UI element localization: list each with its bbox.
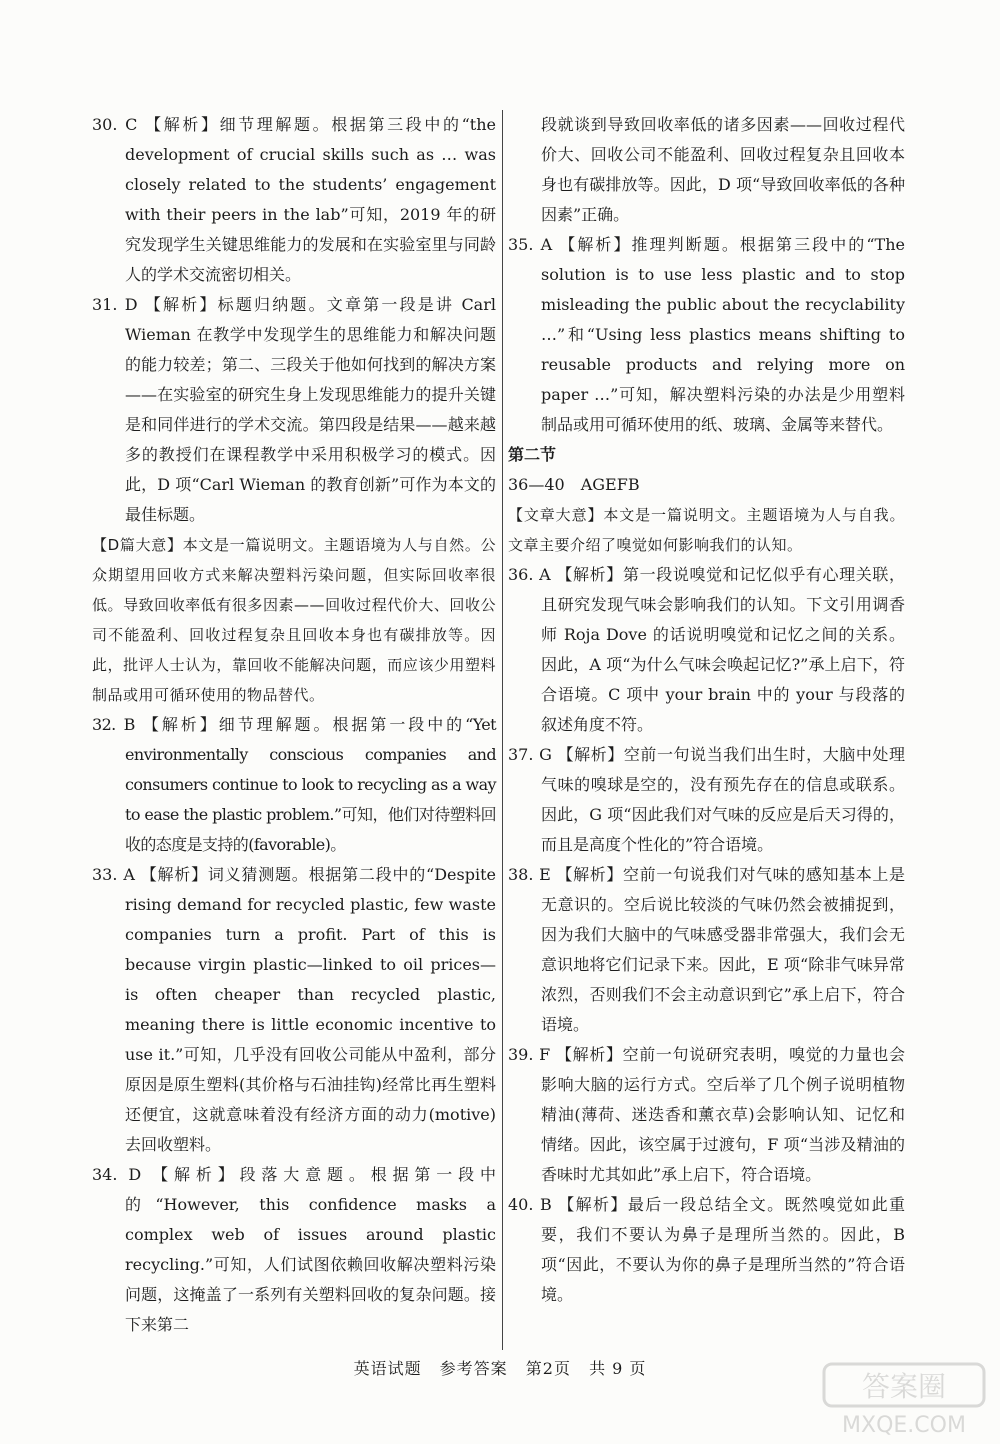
footer-subject: 英语试题 [353,1359,422,1378]
watermark-logo-text: 答案圈 [861,1370,947,1403]
footer-page-number: 第2页 [525,1359,571,1378]
answer-32: 32. B 【解析】细节理解题。根据第一段中的“Yet environmentally conscious companies and consumers continue to look to recycling as a way to ease the plastic problem.”可知，他们对待塑料回收的态度是支持的(favorable)。 [92,715,496,854]
footer-doc-type: 参考答案 [439,1359,508,1378]
answer-40: 40. B 【解析】最后一段总结全文。既然嗅觉如此重要，我们不要认为鼻子是理所当然的。因此，B 项“因此，不要认为你的鼻子是理所当然的”符合语境。 [508,1195,905,1304]
watermark-url: MXQE.COM [842,1413,966,1438]
passage-d-summary: 【D篇大意】本文是一篇说明文。主题语境为人与自然。公众期望用回收方式来解决塑料污染问题，但实际回收率很低。导致回收率低有很多因素——回收过程代价大、回收公司不能盈利、回收过程复杂且回收本身也有碳排放等。因此，批评人士认为，靠回收不能解决问题，而应该少用塑料制品或用可循环使用的物品替代。 [92,536,496,704]
right-column [508,110,905,1310]
answer-34: 34. D 【解析】段落大意题。根据第一段中的“However, this confidence masks a complex web of issues around plastic recycling.”可知，人们试图依赖回收解决塑料污染问题，这掩盖了一系列有关塑料回收的复杂问题。接下来第二 [92,1165,496,1334]
answer-31: 31. D 【解析】标题归纳题。文章第一段是讲 Carl Wieman 在教学中发现学生的思维能力和解决问题的能力较差；第二、三段关于他如何找到的解决方案——在实验室的研究生身上发现思维能力的提升关键是和同伴进行的学术交流。第四段是结果——越来越多的教授们在课程教学中采用积极学习的模式。因此，D 项“Carl Wieman 的教育创新”可作为本文的最佳标题。 [92,295,496,524]
answer-34-continued: 段就谈到导致回收率低的诸多因素——回收过程代价大、回收公司不能盈利、回收过程复杂且回收本身也有碳排放等。因此，D 项“导致回收率低的各种因素”正确。 [541,115,905,224]
answer-33: 33. A 【解析】词义猜测题。根据第二段中的“Despite rising demand for recycled plastic, few waste companies turn a profit. Part of this is because virgin plastic—linked to oil prices—is often cheaper than recycled plastic, meaning there is little economic incentive to use it.”可知，几乎没有回收公司能从中盈利，部分原因是原生塑料(其价格与石油挂钩)经常比再生塑料还便宜，这就意味着没有经济方面的动力(motive)去回收塑料。 [92,865,496,1154]
section-title: 第二节 [508,445,557,464]
answer-37: 37. G 【解析】空前一句说当我们出生时，大脑中处理气味的嗅球是空的，没有预先存在的信息或联系。因此，G 项“因此我们对气味的反应是后天习得的，而且是高度个性化的”符合语境。 [508,745,905,854]
answer-38: 38. E 【解析】空前一句说我们对气味的感知基本上是无意识的。空后说比较淡的气味仍然会被捕捉到，因为我们大脑中的气味感受器非常强大，我们会无意识地将它们记录下来。因此，E 项“除非气味异常浓烈，否则我们不会主动意识到它”承上启下，符合语境。 [508,865,905,1034]
answer-30: 30. C 【解析】细节理解题。根据第三段中的“the development of crucial skills such as … was closely related to the students’ engagement with their peers in the lab”可知，2019 年的研究发现学生关键思维能力的发展和在实验室里与同龄人的学术交流密切相关。 [92,115,496,284]
left-column [92,110,496,1340]
answer-39: 39. F 【解析】空前一句说研究表明，嗅觉的力量也会影响大脑的运行方式。空后举了几个例子说明植物精油(薄荷、迷迭香和薰衣草)会影响认知、记忆和情绪。因此，该空属于过渡句，F 项“当涉及精油的香味时尤其如此”承上启下，符合语境。 [508,1045,905,1184]
column-divider [502,110,503,1350]
answers-36-40: 36—40 AGEFB [508,475,640,494]
answer-35: 35. A 【解析】推理判断题。根据第三段中的“The solution is to use less plastic and to stop misleading the public about the recyclability …”和“Using less plastics means shifting to reusable products and relying more on paper …”可知，解决塑料污染的办法是少用塑料制品或用可循环使用的纸、玻璃、金属等来替代。 [508,235,905,434]
answer-36: 36. A 【解析】第一段说嗅觉和记忆似乎有心理关联，且研究发现气味会影响我们的认知。下文引用调香师 Roja Dove 的话说明嗅觉和记忆之间的关系。因此，A 项“为什么气味会唤起记忆?”承上启下，符合语境。C 项中 your brain 中的 your 与段落的叙述角度不符。 [508,565,905,734]
footer-total-pages: 共 9 页 [589,1359,647,1378]
watermark-logo [820,1360,990,1440]
passage-summary: 【文章大意】本文是一篇说明文。主题语境为人与自我。文章主要介绍了嗅觉如何影响我们的认知。 [508,506,905,554]
